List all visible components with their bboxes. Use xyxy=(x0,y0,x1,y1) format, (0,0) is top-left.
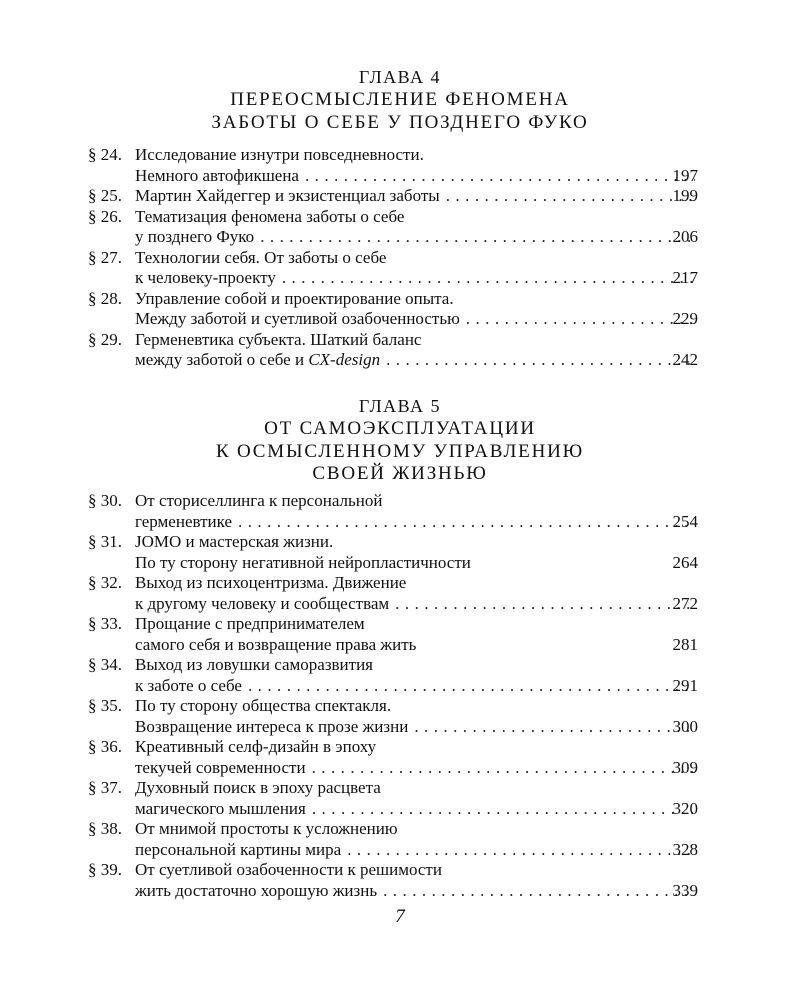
toc-entry-number: § 36. xyxy=(88,737,122,756)
page-number-folio: 7 xyxy=(395,906,405,927)
chapter-4-title-line-1: ПЕРЕОСМЫСЛЕНИЕ ФЕНОМЕНА xyxy=(230,89,570,110)
toc-page-number: 199 xyxy=(672,186,698,205)
toc-entry-32[interactable] xyxy=(88,573,698,614)
leader-dots xyxy=(242,676,695,697)
toc-entry-title: к человеку-проекту xyxy=(135,268,276,287)
toc-entry-number: § 37. xyxy=(88,778,122,797)
toc-entry-24[interactable] xyxy=(88,145,698,186)
toc-entry-number: § 31. xyxy=(88,532,122,551)
toc-entry-title: между заботой о себе и CX-design xyxy=(135,350,381,369)
toc-entry-title: По ту сторону общества спектакля. xyxy=(135,696,392,715)
toc-entry-title: JOMO и мастерская жизни. xyxy=(135,532,334,551)
toc-entry-26[interactable] xyxy=(88,207,698,248)
toc-entry-title: Выход из ловушки саморазвития xyxy=(135,655,373,674)
leader-dots xyxy=(299,166,695,187)
toc-page-number: 291 xyxy=(672,675,698,695)
toc-entry-title: Креативный селф-дизайн в эпоху xyxy=(135,737,377,756)
toc-entry-title: Прощание с предпринимателем xyxy=(135,614,365,633)
toc-page-number: 339 xyxy=(672,880,698,900)
toc-entry-35[interactable] xyxy=(88,696,698,737)
toc-page-number: 281 xyxy=(672,634,698,654)
toc-entry-title: От суетливой озабоченности к решимости xyxy=(135,860,442,879)
leader-dots xyxy=(341,840,695,861)
leader-dots xyxy=(254,227,695,248)
toc-entry-title: Герменевтика субъекта. Шаткий баланс xyxy=(135,329,422,349)
toc-entry-title: Технологии себя. От заботы о себе xyxy=(135,247,387,267)
chapter-5-title-line-1: ОТ САМОЭКСПЛУАТАЦИИ xyxy=(264,418,536,439)
toc-page-number: 197 xyxy=(672,165,698,185)
toc-entry-number: § 30. xyxy=(88,491,122,510)
toc-page-number: 264 xyxy=(672,552,698,572)
chapter-5-title-line-3: СВОЕЙ ЖИЗНЬЮ xyxy=(312,463,488,484)
toc-entry-title: Возвращение интереса к прозе жизни xyxy=(135,716,409,736)
toc-entry-title: текучей современности xyxy=(135,757,306,777)
toc-entry-title: герменевтике xyxy=(135,511,232,531)
toc-entry-number: § 38. xyxy=(88,819,122,838)
toc-entry-34[interactable] xyxy=(88,655,698,696)
toc-page-number: 254 xyxy=(672,511,698,531)
toc-entry-title: Выход из психоцентризма. Движение xyxy=(135,573,407,592)
toc-entry-number: § 39. xyxy=(88,860,122,879)
toc-entry-title: у позднего Фуко xyxy=(135,227,255,246)
toc-page-number: 272 xyxy=(672,593,698,613)
toc-entry-number: § 26. xyxy=(88,206,122,226)
toc-page-number: 309 xyxy=(672,757,698,777)
chapter-5-label: ГЛАВА 5 xyxy=(358,396,442,416)
chapter-5-toc xyxy=(88,491,698,901)
toc-entry-number: § 29. xyxy=(88,329,122,349)
toc-entry-number: § 25. xyxy=(88,186,122,205)
toc-entry-27[interactable] xyxy=(88,248,698,289)
toc-entry-title: Управление собой и проектирование опыта. xyxy=(135,288,454,308)
toc-entry-number: § 27. xyxy=(88,247,122,267)
chapter-4-label: ГЛАВА 4 xyxy=(358,67,442,87)
toc-entry-38[interactable] xyxy=(88,819,698,860)
toc-entry-title: Мартин Хайдеггер и экзистенциал заботы xyxy=(135,186,440,205)
toc-entry-title: магического мышления xyxy=(135,798,306,818)
leader-dots xyxy=(306,799,695,820)
chapter-4-toc xyxy=(88,145,698,371)
toc-entry-title: От сториселлинга к персональной xyxy=(135,491,383,510)
toc-entry-36[interactable] xyxy=(88,737,698,778)
toc-entry-title: персональной картины мира xyxy=(135,839,342,859)
toc-entry-number: § 24. xyxy=(88,145,122,164)
toc-entry-title: От мнимой простоты к усложнению xyxy=(135,819,398,838)
toc-page-number: 217 xyxy=(672,268,698,287)
toc-entry-30[interactable] xyxy=(88,491,698,532)
toc-entry-title: к другому человеку и сообществам xyxy=(135,593,390,613)
toc-entry-title: Исследование изнутри повседневности. xyxy=(135,145,424,164)
toc-entry-31[interactable] xyxy=(88,532,698,573)
leader-dots xyxy=(306,758,695,779)
toc-entry-28[interactable] xyxy=(88,289,698,330)
toc-entry-title: Тематизация феномена заботы о себе xyxy=(135,206,405,226)
toc-entry-title: самого себя и возвращение права жить xyxy=(135,634,417,654)
chapter-5-title-line-2: К ОСМЫСЛЕННОМУ УПРАВЛЕНИЮ xyxy=(216,440,584,462)
toc-page-number: 320 xyxy=(672,798,698,818)
toc-entry-number: § 28. xyxy=(88,288,122,308)
toc-page-number: 206 xyxy=(672,227,698,246)
leader-dots xyxy=(232,512,695,533)
toc-entry-title: Духовный поиск в эпоху расцвета xyxy=(135,778,381,797)
toc-entry-title: По ту сторону негативной нейропластичности xyxy=(135,552,471,572)
toc-entry-number: § 32. xyxy=(88,573,122,592)
toc-entry-39[interactable] xyxy=(88,860,698,901)
toc-entry-number: § 35. xyxy=(88,696,122,715)
toc-page-number: 300 xyxy=(672,716,698,736)
chapter-4-heading xyxy=(0,66,800,134)
toc-entry-title: Немного автофикшена xyxy=(135,165,299,185)
leader-dots xyxy=(276,268,695,289)
toc-page-number: 229 xyxy=(672,309,698,328)
toc-entry-29[interactable] xyxy=(88,330,698,371)
chapter-5-heading xyxy=(0,395,800,486)
toc-entry-title-italic: CX-design xyxy=(308,350,381,369)
toc-page-number: 328 xyxy=(672,839,698,859)
toc-entry-number: § 33. xyxy=(88,614,122,633)
toc-entry-title: Между заботой и суетливой озабоченностью xyxy=(135,309,460,328)
chapter-4-title-line-2: ЗАБОТЫ О СЕБЕ У ПОЗДНЕГО ФУКО xyxy=(211,111,589,133)
toc-entry-title: жить достаточно хорошую жизнь xyxy=(135,880,378,900)
toc-entry-number: § 34. xyxy=(88,655,122,674)
toc-entry-37[interactable] xyxy=(88,778,698,819)
toc-entry-title: к заботе о себе xyxy=(135,675,242,695)
toc-entry-33[interactable] xyxy=(88,614,698,655)
toc-page-number: 242 xyxy=(672,350,698,369)
toc-entry-25[interactable] xyxy=(88,186,698,207)
